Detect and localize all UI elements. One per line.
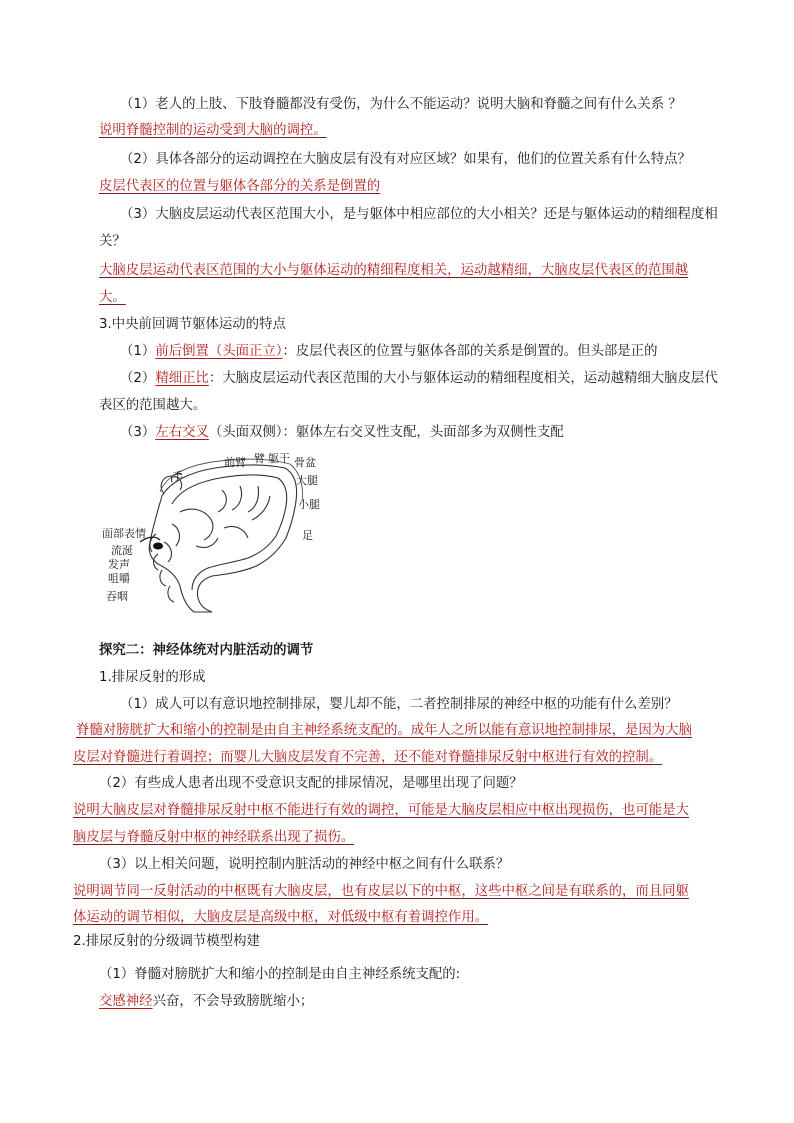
- question-2: （2）具体各部分的运动调控在大脑皮层有没有对应区域？如果有，他们的位置关系有什么特点？: [120, 152, 691, 167]
- label-trunk: 躯干: [268, 452, 290, 465]
- problem-1-answer-line-2: 皮层对脊髓进行着调控；而婴儿大脑皮层发育不完善，还不能对脊髓排尿反射中枢进行有效的控制。: [73, 750, 663, 765]
- problem-1-question: （1）成人可以有意识地控制排尿，婴儿却不能，二者控制排尿的神经中枢的功能有什么差别？: [120, 697, 678, 712]
- problem-3-question: （3）以上相关问题，说明控制内脏活动的神经中枢之间有什么联系？: [99, 857, 510, 872]
- model-1: （1）脊髓对膀胱扩大和缩小的控制是由自主神经系统支配的:: [99, 967, 461, 982]
- question-3-line-1: （3）大脑皮层运动代表区范围大小，是与躯体中相应部位的大小相关？还是与躯体运动的精细程度相: [120, 207, 718, 222]
- label-face: 面部表情: [102, 527, 146, 540]
- motor-cortex-figure: [100, 446, 330, 616]
- label-foot: 足: [302, 529, 313, 542]
- feature-3-key: 左右交叉: [155, 425, 209, 440]
- model-1-key: 交感神经: [99, 994, 153, 1009]
- label-hand: 手: [172, 470, 183, 483]
- label-thigh: 大腿: [296, 474, 318, 487]
- label-chew: 咀嚼: [108, 572, 130, 585]
- problem-2-answer-line-1: 说明大脑皮层对脊髓排尿反射中枢不能进行有效的调控，可能是大脑皮层相应中枢出现损伤，也可能是大: [73, 803, 689, 818]
- answer-1: 说明脊髓控制的运动受到大脑的调控。: [99, 123, 327, 138]
- feature-3: [120, 424, 564, 442]
- problem-2-answer-line-2: 脑皮层与脊髓反射中枢的神经联系出现了损伤。: [73, 830, 355, 845]
- cortex-gyri: [164, 486, 270, 562]
- feature-3-text: （头面双侧）：躯体左右交叉性支配，头面部多为双侧性支配: [208, 425, 564, 440]
- section-2-heading: 2.排尿反射的分级调节模型构建: [73, 934, 260, 949]
- feature-2-line-2: 表区的范围越大。: [99, 398, 207, 413]
- section-1-heading: 1.排尿反射的形成: [99, 670, 206, 685]
- feature-2-key: 精细正比: [155, 371, 209, 386]
- problem-3-answer-line-1: 说明调节同一反射活动的中枢既有大脑皮层，也有皮层以下的中枢，这些中枢之间是有联系的，而且同躯: [73, 884, 689, 899]
- answer-2: 皮层代表区的位置与躯体各部分的关系是倒置的: [99, 179, 381, 194]
- model-1-detail: [99, 993, 313, 1011]
- feature-3-prefix: （3）: [120, 425, 156, 440]
- label-drool: 流涎: [111, 544, 133, 557]
- label-forearm: 前臂: [224, 456, 246, 469]
- feature-1-prefix: （1）: [120, 344, 156, 359]
- label-swallow: 吞咽: [106, 590, 128, 603]
- problem-1-answer-line-1: 脊髓对膀胱扩大和缩小的控制是由自主神经系统支配的。成年人之所以能有意识地控制排尿，是因为大脑: [76, 723, 692, 738]
- feature-1-text: ：皮层代表区的位置与躯体各部的关系是倒置的。但头部是正的: [282, 344, 658, 359]
- feature-2-line-1: [120, 370, 718, 388]
- explore-2-heading: 探究二：神经体统对内脏活动的调节: [99, 643, 314, 658]
- feature-1-key: 前后倒置（头面正立）: [155, 344, 283, 359]
- label-voice: 发声: [108, 558, 130, 571]
- feature-2-text: ：大脑皮层运动代表区范围的大小与躯体运动的精细程度相关，运动越精细大脑皮层代: [208, 371, 718, 386]
- question-1: （1）老人的上肢、下肢脊髓都没有受伤，为什么不能运动？说明大脑和脊髓之间有什么关系 ？: [120, 97, 682, 112]
- problem-2-question: （2）有些成人患者出现不受意识支配的排尿情况，是哪里出现了问题？: [99, 776, 523, 791]
- question-3-line-2: 关？: [99, 234, 126, 249]
- feature-2-prefix: （2）: [120, 371, 156, 386]
- section-3-heading: 3.中央前回调节躯体运动的特点: [99, 317, 286, 332]
- answer-3-line-2: 大。: [99, 290, 126, 305]
- feature-1: [120, 343, 657, 361]
- cortex-outline-inner: [172, 475, 287, 590]
- model-1-text: 兴奋，不会导致膀胱缩小；: [152, 994, 314, 1009]
- label-arm: 臂: [254, 452, 265, 465]
- label-pelvis: 骨盆: [294, 456, 316, 469]
- label-shank: 小腿: [298, 498, 320, 511]
- eye-marker: [153, 543, 163, 550]
- answer-3-line-1: 大脑皮层运动代表区范围的大小与躯体运动的精细程度相关，运动越精细，大脑皮层代表区的范围越: [99, 263, 689, 278]
- problem-3-answer-line-2: 体运动的调节相似，大脑皮层是高级中枢，对低级中枢有着调控作用。: [73, 910, 489, 925]
